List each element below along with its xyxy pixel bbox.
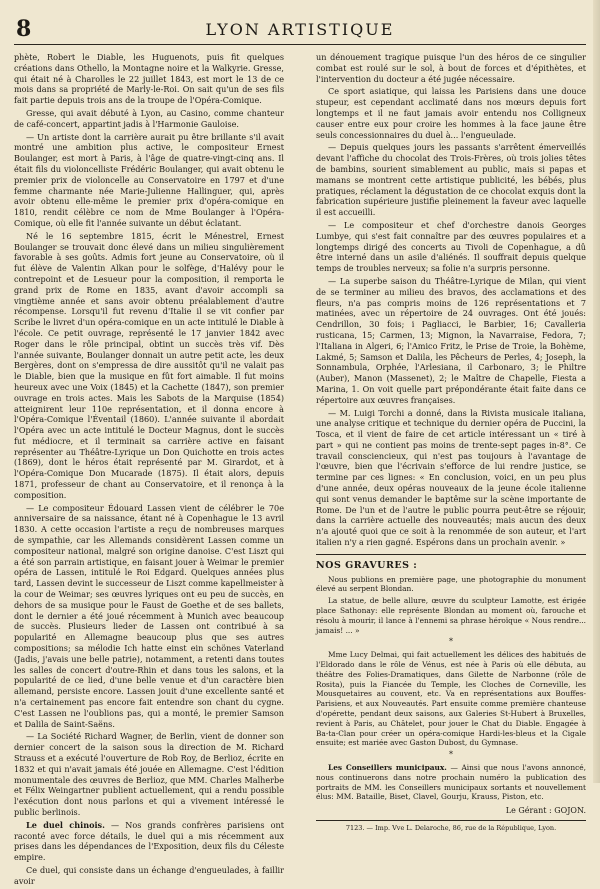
page-number: 8 (16, 16, 32, 42)
gravures-delmai: Mme Lucy Delmai, qui fait actuellement les délices des habitués de l'Eldorado dans le rôle de Vénus, est née à Paris où elle débuta, au théâtre des Folies-Dramatiques, dans Gilette de Narbonne (rôle de Rosita), puis la Fiancée du Temple, les Cloches de Corneville, les Mousquetaires au couvent, etc. Va en représentations aux Bouffes-Parisiens, et aux Nouveautés. Part ensuite comme première chanteuse d'opérette, pendant deux saisons, aux Galeries St-Hubert à Bruxelles, revient à Paris, au Châtelet, pour jouer le Chat du Diable. Engagée à Ba-ta-Clan pour créer un opéra-comique Hardi-les-bleus et la Cigale ensuite; est mariée avec Gaston Dubost, du Gymnase. (316, 650, 586, 748)
gravures-heading: NOS GRAVURES : (316, 559, 418, 571)
conseillers-text: — Ainsi que nous l'avons annoncé, nous continuerons dans notre prochain numéro la publication des portraits de MM. les Conseillers municipaux sortants et nouvellement élus: MM. Bataille, Biset, Clavel, Gourju, Krauss, Piston, etc. (316, 763, 586, 802)
article-milan: — La superbe saison du Théâtre-Lyrique de Milan, qui vient de se terminer au milieu des bravos, des acclamations et des fleurs, n'a pas compris moins de 126 représentations et 7 matinées, avec un répertoire de 24 ouvrages. Ont été joués: Cendrillon, 30 fois; i Pagliacci, le Barbier, 16; Cavalleria rusticana, 15; Carmen, 13; Mignon, la Navarraise, Fedora, 7; l'Italiana in Algeri, 6; l'Amico Fritz, le Prise de Troie, la Bohème, Lakmé, 5; Samson et Dalila, les Pêcheurs de Perles, 4; Joseph, la Sonnambula, Orphée, l'Arlesiana, il Carbonaro, 3; le Philtre (Auber), Manon (Massenet), 2; le Maître de Chapelle, Fiesta a Marina, 1. On voit quelle part prépondérante était faite dans ce répertoire aux œuvres françaises. (316, 275, 586, 405)
star-separator: * (449, 637, 453, 647)
article-torchi: — M. Luigi Torchi a donné, dans la Rivista musicale italiana, une analyse critique et technique du dernier opéra de Puccini, la Tosca, et il vient de faire de cet article intéressant un « tiré à part » qui ne contient pas moins de trente-sept pages in-8°. Ce travail consciencieux, qui n'est pas toujours à l'avantage de l'œuvre, bien que l'écrivain s'efforce de lui rendre justice, se termine par ces lignes: « En conclusion, voici, en un peu plus d'une année, deux opéras nouveaux de la jeune école italienne qui sont venus demander le baptême sur la scène importante de Rome. De l'un et de l'autre le public pourra peut-être se réjouir, dans la carrière actuelle des nouveautés; mais aucun des deux n'a ajouté quoi que ce soit à la renommée de son auteur, et l'art italien n'y a rien gagné. Espérons dans un prochain avenir. » (316, 407, 586, 548)
article-duel-chinois (14, 820, 284, 863)
article-duel-end: un dénouement tragique puisque l'un des héros de ce singulier combat est roulé sur le sol, à bout de forces et d'épithètes, et l'intervention du docteur a été jugée nécessaire. (316, 52, 586, 84)
duel-title: Le duel chinois. (26, 819, 105, 830)
duel-text: — Nos grands confrères parisiens ont raconté avec force détails, le duel qui a mis récemment aux prises dans les dépendances de l'Exposition, deux fils du Céleste empire. (14, 819, 284, 863)
printer-imprint: 7123. — Imp. Vve L. Delaroche, 86, rue de la République, Lyon. (345, 823, 557, 832)
footer-divider (316, 820, 586, 821)
article-chocolat: — Depuis quelques jours les passants s'arrêtent émerveillés devant l'affiche du chocolat des Trois-Frères, où trois jolies têtes de bambins, sourient simablement au public, mais si papas et mamans se montrent cette artistique publicité, les bébés, plus pratiques, réclament la dégustation de ce chocolat exquis dont la fabrication supérieure justifie pleinement la faveur avec laquelle il est accueilli. (316, 142, 586, 218)
article-boulanger-career: Né le 16 septembre 1815, écrit le Ménestrel, Ernest Boulanger se trouvait donc élevé dans un milieu singulièrement favorable à ses goûts. Admis fort jeune au Conservatoire, où il fut élève de Valentin Alkan pour le solfège, d'Halévy pour le contrepoint et de Lesueur pour la composition, il remporta le grand prix de Rome en 1835, avant d'avoir accompli sa vingtième année et sans avoir obtenu préalablement d'autre récompense. Lorsqu'il fut revenu d'Italie il se vit confier par Scribe le livret d'un opéra-comique en un acte intitulé le Diable à l'école. Ce petit ouvrage, représenté le 17 janvier 1842 avec Roger dans le rôle principal, obtint un succès très vif. Dès l'année suivante, Boulanger donnait un autre petit acte, les deux Bergères, dont on s'empressa de dire aussitôt qu'il ne valait pas le Diable, bien que la musique en fût fort aimable. Il fut moins heureux avec une Voix (1845) et la Cachette (1847), son premier ouvrage en trois actes. Mais les Sabots de la Marquise (1854) atteignirent leur 110e représentation, et il donna encore à l'Opéra-Comique l'Éventail (1860). L'année suivante il abordait l'Opéra avec un acte intitulé le Docteur Magnus, dont le succès fut médiocre, et il terminait sa carrière active en faisant représenter au Théâtre-Lyrique un Don Quichotte en trois actes (1869), dont le héros était représenté par M. Girardot, et à l'Opéra-Comique Don Mucarade (1875). Il était alors, depuis 1871, professeur de chant au Conservatoire, et il renonça à la composition. (14, 230, 284, 500)
gravures-intro: Nous publions en première page, une photographie du monument élevé au serpent Blondan. (316, 574, 586, 594)
page-header (14, 14, 586, 45)
gravures-statue: La statue, de belle allure, œuvre du sculpteur Lamotte, est érigée place Sathonay: elle représente Blondan au moment où, farouche et résolu à mourir, il lance à l'ennemi sa phrase héroïque « Nous rendre... jamais! ... » (316, 596, 586, 635)
right-column (316, 52, 586, 834)
binding-spine (593, 0, 600, 783)
article-lassen: — Le compositeur Édouard Lassen vient de célébrer le 70e anniversaire de sa naissance, étant né à Copenhague le 13 avril 1830. A cette occasion l'artiste a reçu de nombreuses marques de sympathie, car les Allemands considèrent Lassen comme un compositeur national, malgré son origine danoise. C'est Liszt qui a été son parrain artistique, en faisant jouer à Weimar le premier opéra de Lassen, intitulé le Roi Edgard. Quelques années plus tard, Lassen devint le successeur de Liszt comme kapellmeister à la cour de Weimar; ses œuvres lyriques ont eu peu de succès, en dehors de sa musique pour le Faust de Goethe et de ses ballets, dont le dernier a été joué récemment à Munich avec beaucoup de succès. Plusieurs lieder de Lassen ont contribué à sa popularité en Allemagne beaucoup plus que ses autres compositions; sa mélodie Ich hatte einst ein schönes Vaterland (Jadis, j'avais une belle patrie), notamment, a retenti dans toutes les salles de concert d'outre-Rhin et dans tous les salons, et la popularité de ce lied, d'une belle venue et d'un caractère bien allemand, persiste encore. Lassen jouit d'une excellente santé et n'a certainement pas encore fait entendre son chant du cygne. C'est Lassen ne l'oublions pas, qui a monté, le premier Samson et Dalila de Saint-Saëns. (14, 502, 284, 729)
article-sport-asiatique: Ce sport asiatique, qui laissa les Parisiens dans une douce stupeur, est cependant acclimaté dans nos mœurs depuis fort longtemps et il ne faut jamais avoir entendu nos Colligneux causer entre eux pour croire les hommes à la face jaune être seuls concessionnaires du duel à... l'engueulade. (316, 86, 586, 140)
article-gresse-lyon: Gresse, qui avait débuté à Lyon, au Casino, comme chanteur de café-concert, appartint jadis à l'Harmonie Gauloise. (14, 107, 284, 129)
article-gresse-cont: phète, Robert le Diable, les Huguenots, puis fit quelques créations dans Othello, la Montagne noire et la Walkyrie. Gresse, qui était né à Charolles le 22 juillet 1843, est mort le 13 de ce mois dans sa propriété de Marly-le-Roi. On sait qu'un de ses fils fait partie depuis trois ans de la troupe de l'Opéra-Comique. (14, 52, 284, 106)
conseillers-title: Les Conseillers municipaux. (328, 763, 447, 772)
article-lumbye: — Le compositeur et chef d'orchestre danois Georges Lumbye, qui s'est fait connaître par des œuvres populaires et a longtemps dirigé des concerts au Tivoli de Copenhague, a dû être interné dans un asile d'aliénés. Il souffrait depuis quelque temps de troubles nerveux; sa folie n'a surpris personne. (316, 219, 586, 274)
article-boulanger-intro: — Un artiste dont la carrière aurait pu être brillante s'il avait montré une ambition plus active, le compositeur Ernest Boulanger, est mort à Paris, à l'âge de quatre-vingt-cinq ans. Il était fils du violoncelliste Frédéric Boulanger, qui avait obtenu le premier prix de violoncelle au Conservatoire en 1797 et d'une femme charmante née Marie-Julienne Hallinguer, qui, après avoir obtenu elle-même le premier prix d'opéra-comique en 1810, rendit célèbre ce nom de Mme Boulanger à l'Opéra-Comique, où elle fit l'année suivante un début éclatant. (14, 131, 284, 228)
article-duel-cont: Ce duel, qui consiste dans un échange d'engueulades, à faillir avoir (14, 864, 284, 886)
left-column (14, 52, 284, 889)
gerant-signature: Le Gérant : GOJON. (505, 806, 586, 816)
star-separator: * (449, 750, 453, 760)
section-divider (316, 554, 586, 555)
journal-title: LYON ARTISTIQUE (205, 20, 395, 39)
article-wagner-society: — La Société Richard Wagner, de Berlin, vient de donner son dernier concert de la saison sous la direction de M. Richard Strauss et a exécuté l'ouverture de Rob Roy, de Berlioz, écrite en 1832 et qui n'avait jamais été jouée en Allemagne. C'est l'édition monumentale des œuvres de Berlioz, que MM. Charles Malherbe et Félix Weingartner publient actuellement, qui a rendu possible l'exécution dont nous parlons et qui a vivement intéressé le public berlinois. (14, 731, 284, 817)
